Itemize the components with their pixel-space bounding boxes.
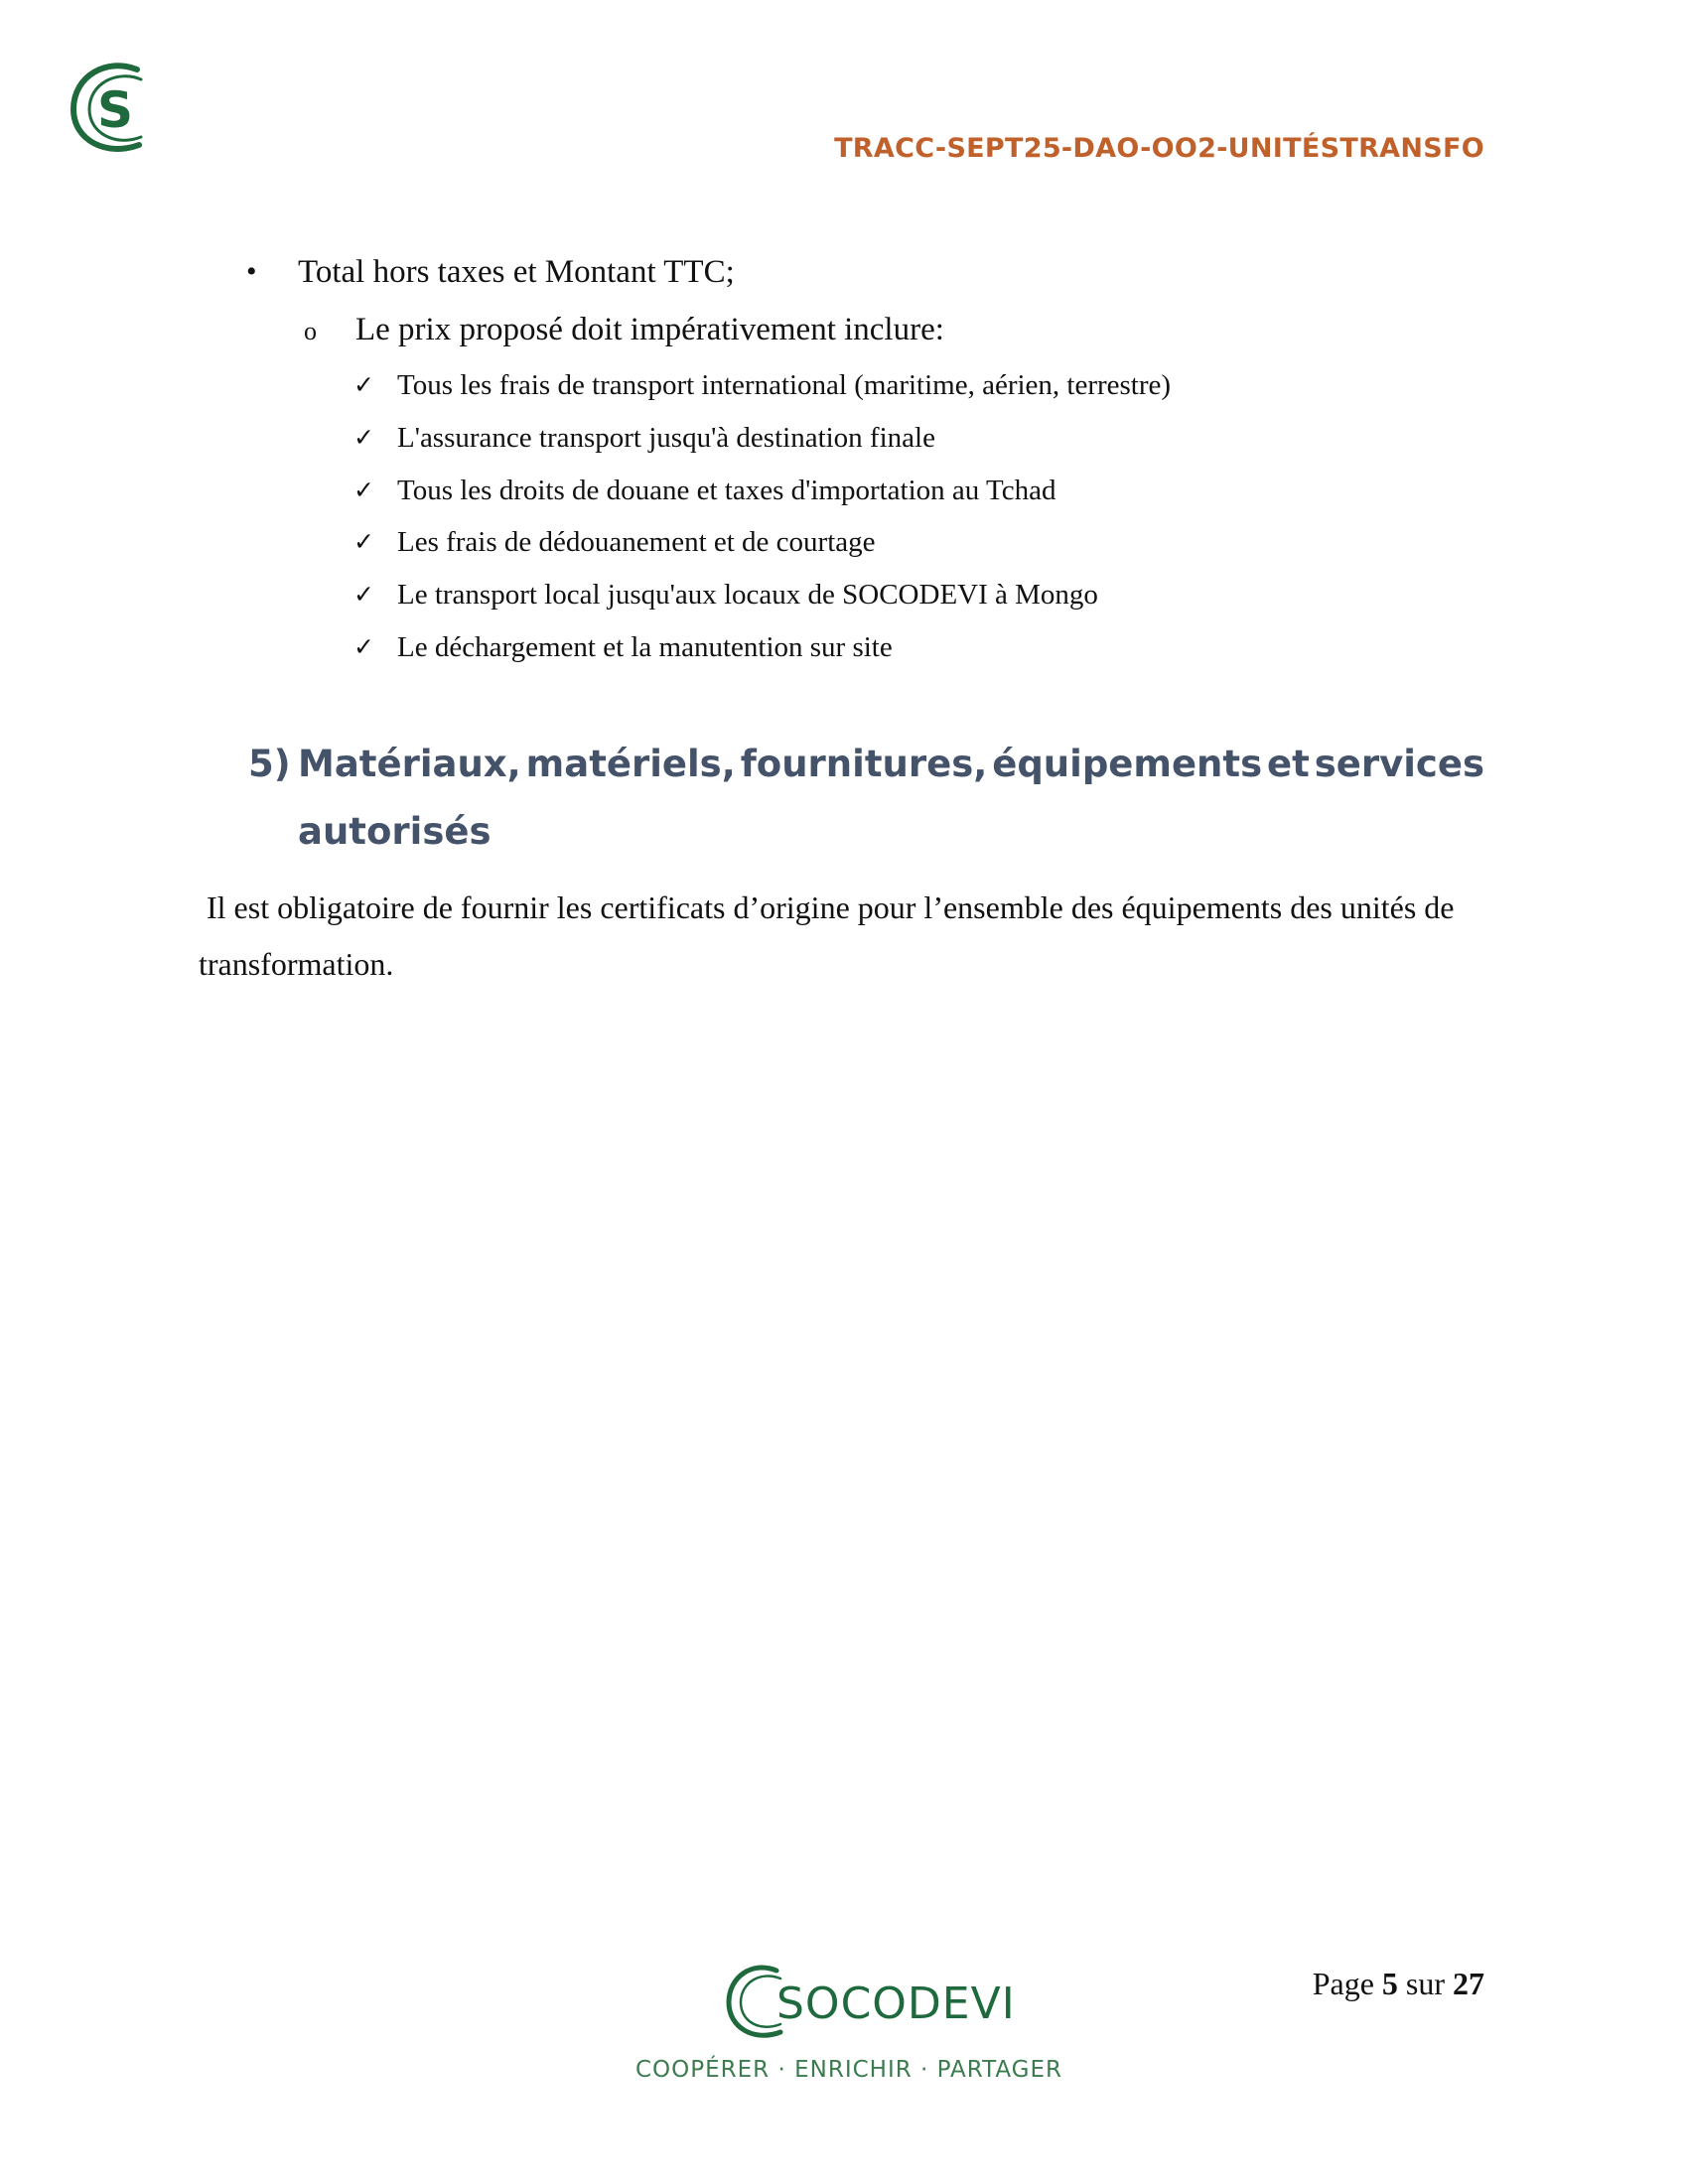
section-number: 5)	[248, 743, 291, 785]
footer-logo	[725, 1961, 1016, 2045]
sub-list-item-text: Le prix proposé doit impérativement inclure:	[355, 312, 944, 347]
brand-wordmark: SOCODEVI	[776, 1979, 1016, 2029]
checklist-item-text: Le transport local jusqu'aux locaux de SOCODEVI à Mongo	[397, 579, 1098, 612]
page-number	[1313, 1966, 1484, 2002]
socodevi-swoosh-icon	[725, 1961, 784, 2040]
section-title-word: Matériaux,	[298, 743, 521, 785]
page-total: 27	[1453, 1966, 1484, 2001]
checklist-item-text: Tous les droits de douane et taxes d'importation au Tchad	[397, 474, 1056, 506]
page-current: 5	[1381, 1966, 1398, 2001]
page-prefix: Page	[1312, 1966, 1374, 2001]
section-title-line1	[298, 743, 1484, 785]
checkmark-icon: ✓	[353, 631, 374, 661]
checkmark-icon: ✓	[353, 475, 374, 504]
list-item-text: Total hors taxes et Montant TTC;	[298, 254, 735, 290]
checklist-item-text: Tous les frais de transport international (maritime, aérien, terrestre)	[397, 369, 1172, 401]
section-title-line2: autorisés	[298, 810, 492, 853]
logo-icon	[68, 58, 151, 157]
checklist-item-text: L'assurance transport jusqu'à destination finale	[397, 421, 935, 454]
section-title-word: et	[1267, 743, 1310, 785]
checklist-item-text: Les frais de dédouanement et de courtage	[397, 526, 876, 559]
document-reference: TRACC-SEPT25-DAO-OO2-UNITÉSTRANSFO	[834, 133, 1484, 164]
section-title-word: fournitures,	[740, 743, 988, 785]
svg-text:S: S	[97, 81, 134, 139]
sub-bullet-marker: o	[304, 317, 317, 345]
body-paragraph	[199, 880, 1499, 993]
section-title-word: services	[1314, 743, 1484, 785]
section-title-word: équipements	[992, 743, 1263, 785]
checklist-item-text: Le déchargement et la manutention sur site	[397, 630, 893, 663]
brand-tagline: COOPÉRER · ENRICHIR · PARTAGER	[635, 2057, 1063, 2083]
paragraph-line: transformation.	[199, 946, 394, 982]
paragraph-line: Il est obligatoire de fournir les certificats d’origine pour l’ensemble des équipements des unités de	[207, 889, 1455, 925]
checkmark-icon: ✓	[353, 422, 374, 452]
checkmark-icon: ✓	[353, 370, 374, 399]
page-mid: sur	[1405, 1966, 1445, 2001]
section-title-word: matériels,	[525, 743, 736, 785]
checkmark-icon: ✓	[353, 580, 374, 610]
checkmark-icon: ✓	[353, 527, 374, 557]
socodevi-cs-logo-icon	[68, 58, 151, 157]
bullet-marker: •	[246, 255, 257, 288]
